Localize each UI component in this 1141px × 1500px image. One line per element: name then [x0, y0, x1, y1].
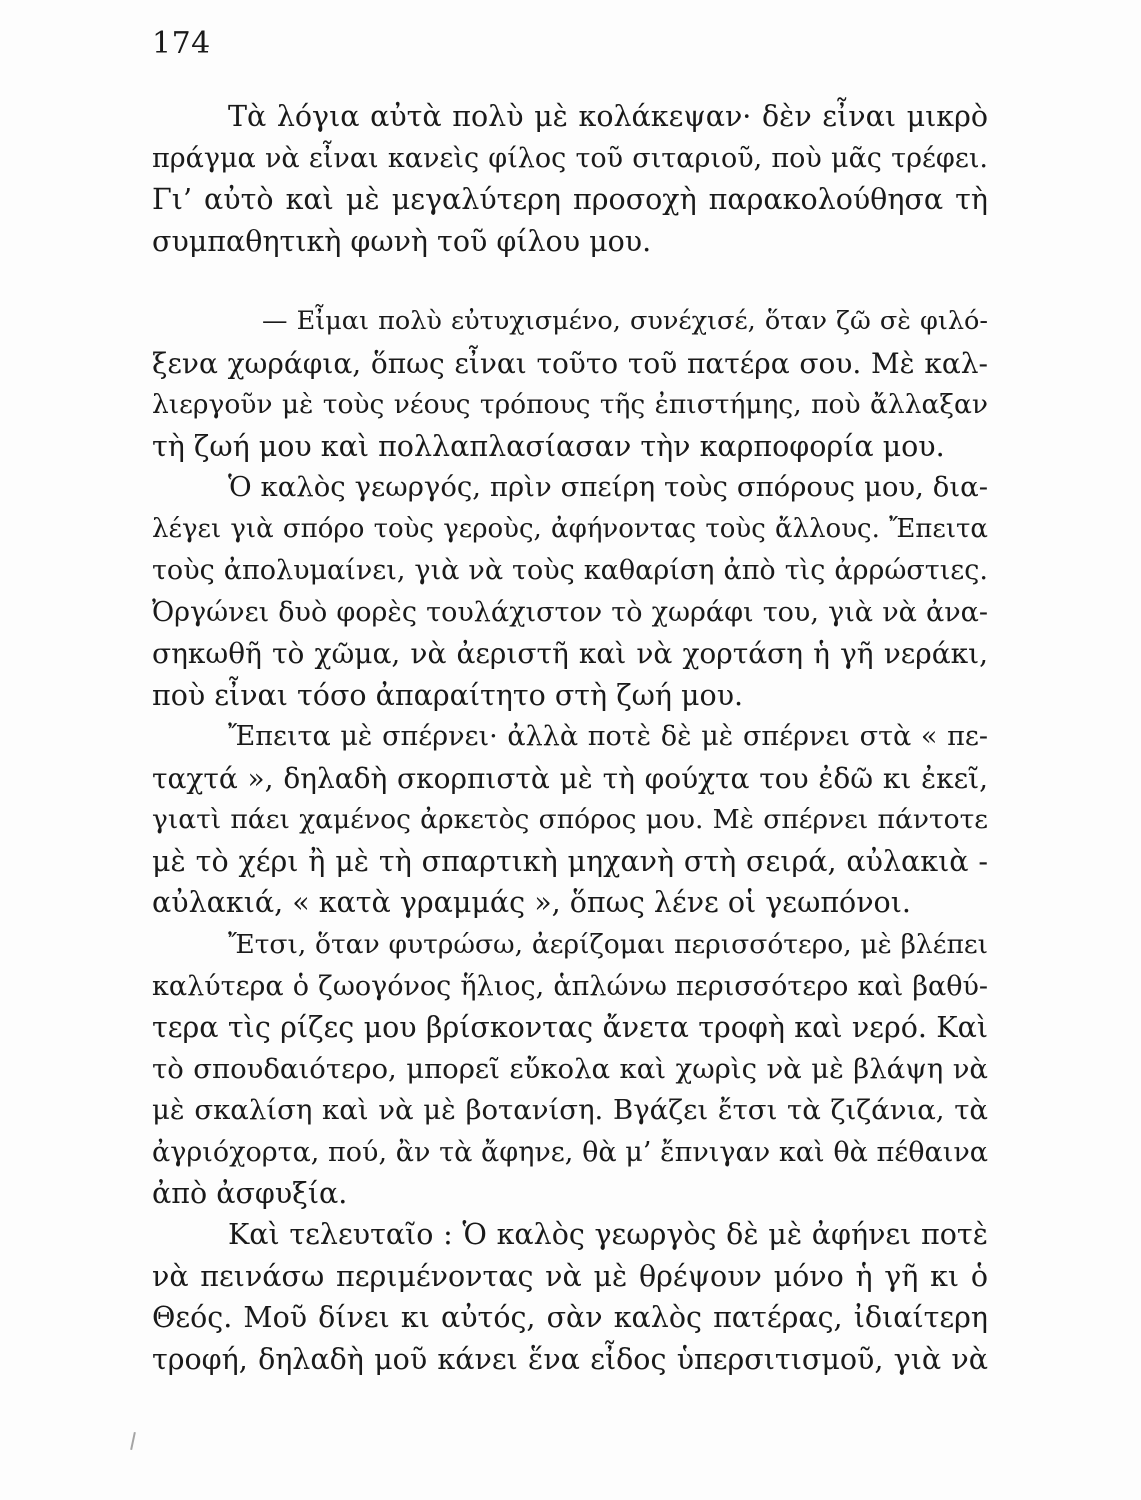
paragraph-3: [152, 467, 988, 716]
text-line: Ἔτσι, ὅταν φυτρώσω, ἀερίζομαι περισσότερο, μὲ βλέπει: [228, 929, 988, 960]
text-line: ἀπὸ ἀσφυξία.: [152, 1177, 348, 1210]
text-line: Θεός. Μοῦ δίνει κι αὐτός, σὰν καλὸς πατέρας, ἰδιαίτερη: [152, 1301, 988, 1334]
text-line: λιεργοῦν μὲ τοὺς νέους τρόπους τῆς ἐπιστήμης, ποὺ ἄλλαξαν: [152, 389, 988, 420]
text-line: γιατὶ πάει χαμένος ἀρκετὸς σπόρος μου. Μὲ σπέρνει πάντοτε: [152, 804, 988, 835]
paragraph-5: [152, 924, 988, 1215]
text-line: Τὰ λόγια αὐτὰ πολὺ μὲ κολάκεψαν· δὲν εἶναι μικρὸ: [228, 100, 988, 133]
text-line: σηκωθῆ τὸ χῶμα, νὰ ἀεριστῆ καὶ νὰ χορτάση ἡ γῆ νεράκι,: [152, 637, 988, 670]
text-line: Ὀργώνει δυὸ φορὲς τουλάχιστον τὸ χωράφι του, γιὰ νὰ ἀνα-: [152, 596, 988, 628]
paragraph-6: [152, 1214, 988, 1380]
text-line: τοὺς ἀπολυμαίνει, γιὰ νὰ τοὺς καθαρίση ἀπὸ τὶς ἀρρώστιες.: [152, 555, 988, 586]
paragraph-1: [152, 96, 988, 262]
text-line: ξενα χωράφια, ὅπως εἶναι τοῦτο τοῦ πατέρα σου. Μὲ καλ-: [152, 346, 988, 380]
page-number: 174: [152, 26, 211, 61]
text-line: αὐλακιά, « κατὰ γραμμάς », ὅπως λένε οἱ γεωπόνοι.: [152, 886, 911, 919]
text-line: ἀγριόχορτα, πού, ἂν τὰ ἄφηνε, θὰ μ’ ἔπνιγαν καὶ θὰ πέθαινα: [152, 1136, 988, 1168]
text-line: τὴ ζωή μου καὶ πολλαπλασίασαν τὴν καρποφορία μου.: [152, 429, 945, 463]
scan-mark: [130, 1432, 136, 1450]
text-line: ποὺ εἶναι τόσο ἀπαραίτητο στὴ ζωή μου.: [152, 678, 744, 712]
text-line: πράγμα νὰ εἶναι κανεὶς φίλος τοῦ σιταριοῦ, ποὺ μᾶς τρέφει.: [152, 142, 988, 174]
text-line: Ὁ καλὸς γεωργός, πρὶν σπείρη τοὺς σπόρους μου, δια-: [228, 471, 988, 503]
text-line: καλύτερα ὁ ζωογόνος ἥλιος, ἁπλώνω περισσότερο καὶ βαθύ-: [152, 970, 988, 1002]
text-line: τροφή, δηλαδὴ μοῦ κάνει ἕνα εἶδος ὑπερσιτισμοῦ, γιὰ νὰ: [152, 1342, 988, 1376]
text-line: μὲ τὸ χέρι ἢ μὲ τὴ σπαρτικὴ μηχανὴ στὴ σειρά, αὐλακιὰ -: [152, 844, 988, 878]
text-line: νὰ πεινάσω περιμένοντας νὰ μὲ θρέψουν μόνο ἡ γῆ κι ὁ: [152, 1259, 988, 1293]
text-line: συμπαθητικὴ φωνὴ τοῦ φίλου μου.: [152, 224, 652, 258]
text-line: Ἔπειτα μὲ σπέρνει· ἀλλὰ ποτὲ δὲ μὲ σπέρνει στὰ « πε-: [228, 721, 988, 752]
text-line: Καὶ τελευταῖο : Ὁ καλὸς γεωργὸς δὲ μὲ ἀφήνει ποτὲ: [228, 1218, 988, 1251]
text-line: τερα τὶς ρίζες μου βρίσκοντας ἄνετα τροφὴ καὶ νερό. Καὶ: [152, 1011, 988, 1044]
paragraph-2: [152, 301, 988, 467]
paragraph-4: [152, 716, 988, 924]
text-line: μὲ σκαλίση καὶ νὰ μὲ βοτανίση. Βγάζει ἔτσι τὰ ζιζάνια, τὰ: [152, 1094, 988, 1126]
text-line: ταχτά », δηλαδὴ σκορπιστὰ μὲ τὴ φούχτα του ἐδῶ κι ἐκεῖ,: [152, 761, 988, 795]
text-line: λέγει γιὰ σπόρο τοὺς γεροὺς, ἀφήνοντας τοὺς ἄλλους. Ἔπειτα: [152, 513, 988, 544]
text-line: — Εἶμαι πολὺ εὐτυχισμένο, συνέχισέ, ὅταν ζῶ σὲ φιλό-: [262, 306, 988, 336]
text-line: Γι’ αὐτὸ καὶ μὲ μεγαλύτερη προσοχὴ παρακολούθησα τὴ: [152, 183, 988, 216]
text-line: τὸ σπουδαιότερο, μπορεῖ εὔκολα καὶ χωρὶς νὰ μὲ βλάψη νὰ: [152, 1052, 988, 1085]
